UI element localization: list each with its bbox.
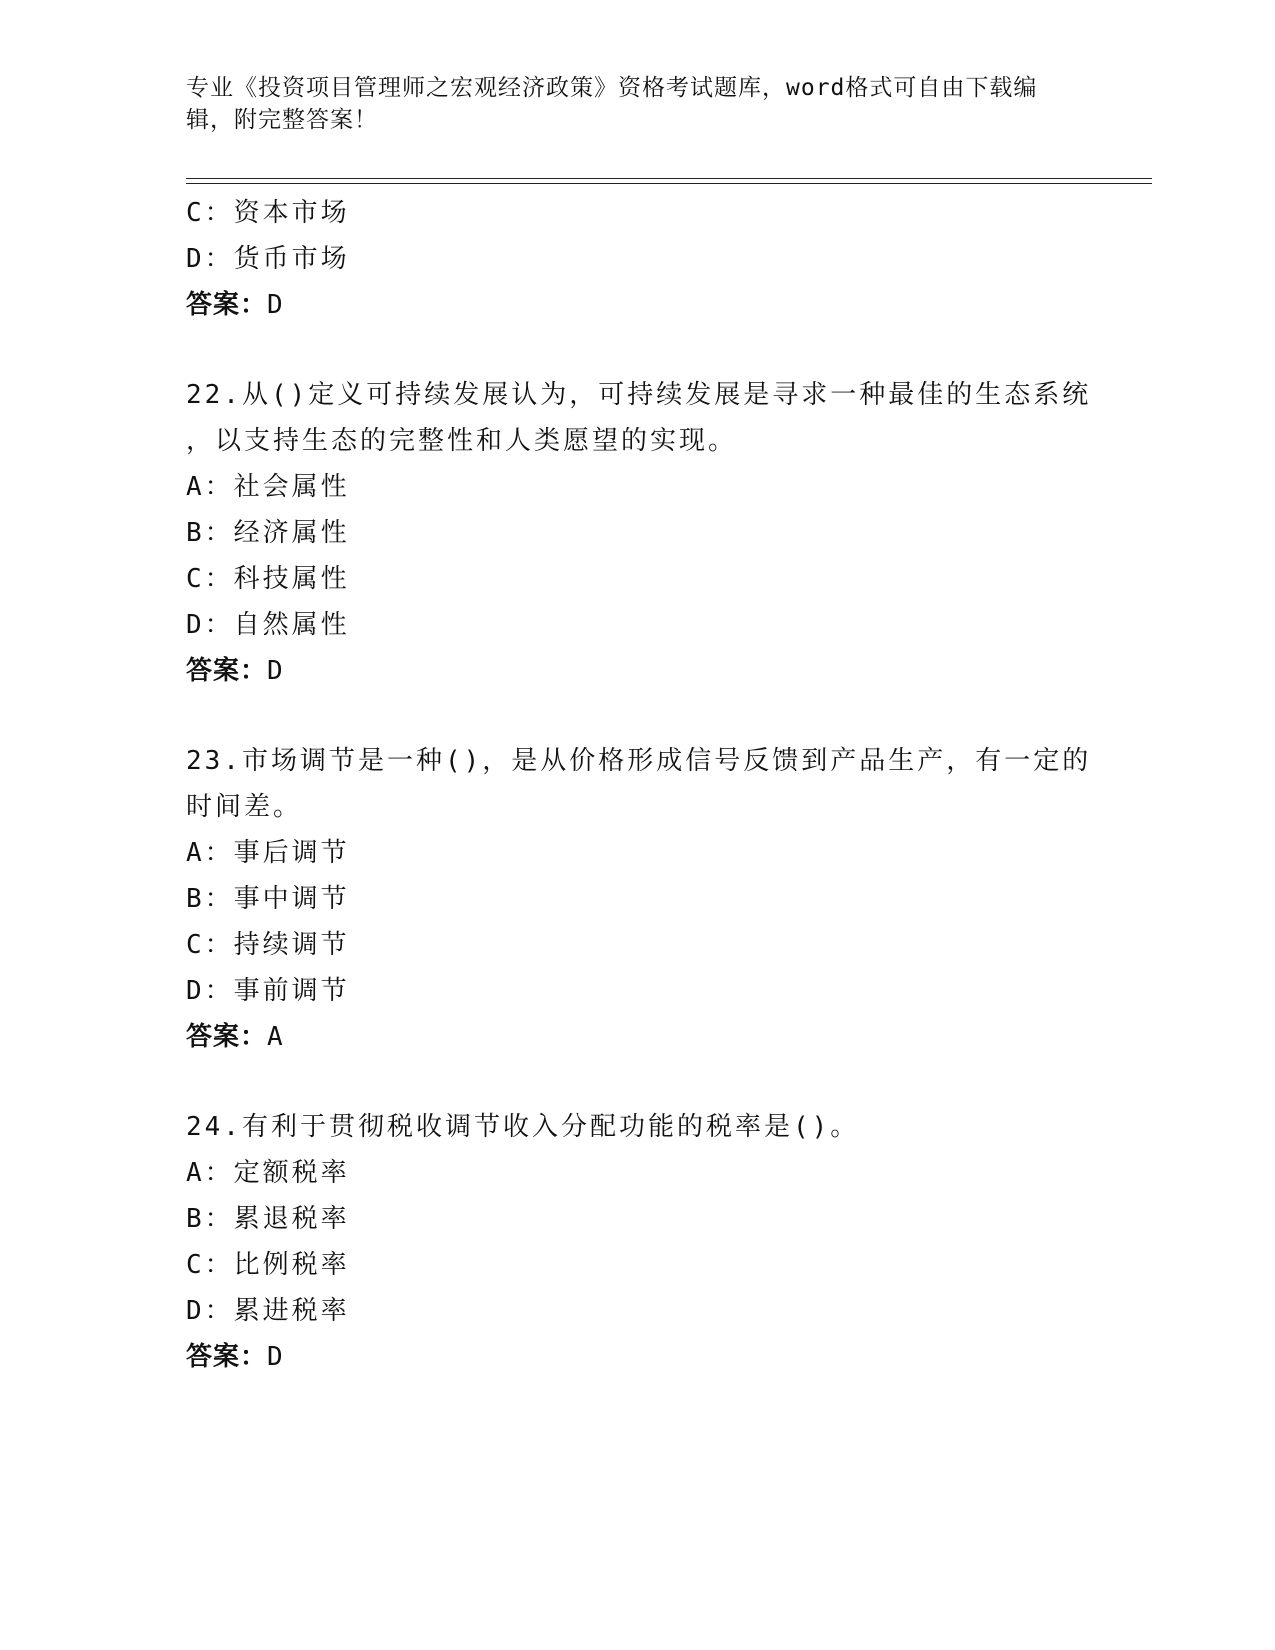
- answer-label: 答案：: [186, 1022, 268, 1052]
- question-stem-line: 22.从()定义可持续发展认为，可持续发展是寻求一种最佳的生态系统: [186, 380, 1092, 410]
- answer-value: A: [267, 1022, 283, 1052]
- question-24: [186, 1104, 1086, 1380]
- option-a: A：事后调节: [186, 838, 350, 868]
- answer-label: 答案：: [186, 290, 268, 320]
- question-stem-line: 24.有利于贯彻税收调节收入分配功能的税率是()。: [186, 1112, 860, 1142]
- option-c: C：持续调节: [186, 930, 350, 960]
- answer-value: D: [267, 290, 283, 320]
- option-c: C：科技属性: [186, 564, 350, 594]
- question-stem-line: 23.市场调节是一种()，是从价格形成信号反馈到产品生产，有一定的: [186, 746, 1092, 776]
- document-body: [186, 190, 1092, 1380]
- question-fragment: [186, 190, 1086, 328]
- option-c: C：比例税率: [186, 1250, 350, 1280]
- answer-label: 答案：: [186, 1342, 268, 1372]
- option-b: B：事中调节: [186, 884, 350, 914]
- document-header: [186, 72, 1086, 136]
- answer-label: 答案：: [186, 656, 268, 686]
- answer-value: D: [267, 656, 283, 686]
- option-c: C：资本市场: [186, 198, 350, 228]
- question-stem-line: ，以支持生态的完整性和人类愿望的实现。: [186, 426, 738, 456]
- option-d: D：累进税率: [186, 1296, 350, 1326]
- header-line-2: 辑，附完整答案！: [186, 107, 378, 133]
- answer-line: [186, 282, 1086, 328]
- header-rule-bottom: [186, 183, 1152, 184]
- option-b: B：经济属性: [186, 518, 350, 548]
- option-b: B：累退税率: [186, 1204, 350, 1234]
- option-a: A：社会属性: [186, 472, 350, 502]
- header-line-1: 专业《投资项目管理师之宏观经济政策》资格考试题库，word格式可自由下载编: [186, 75, 1038, 101]
- answer-line: [186, 1334, 1086, 1380]
- option-a: A：定额税率: [186, 1158, 350, 1188]
- header-rule-top: [186, 178, 1152, 179]
- question-22: [186, 372, 1092, 694]
- option-d: D：自然属性: [186, 610, 350, 640]
- answer-line: [186, 1014, 1086, 1060]
- option-d: D：货币市场: [186, 244, 350, 274]
- answer-value: D: [267, 1342, 283, 1372]
- question-23: [186, 738, 1092, 1060]
- option-d: D：事前调节: [186, 976, 350, 1006]
- answer-line: [186, 648, 1086, 694]
- question-stem-line: 时间差。: [186, 792, 303, 822]
